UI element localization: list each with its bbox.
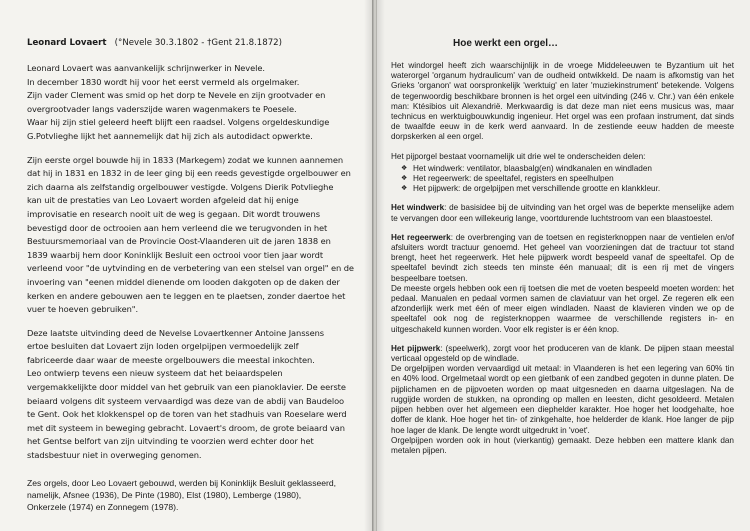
text-line: verleend voor "de uytvinding en de verbetering van een stelsel van orgel" en de	[27, 263, 354, 274]
diamond-bullet-icon: ❖	[401, 164, 408, 172]
paragraph-pijpwerk-3: Orgelpijpen worden ook in hout (vierkantig) gemaakt. Deze hebben een mattere klank dan metalen pijpen.	[391, 435, 734, 455]
text-line: dat hij in 1831 en 1832 in de leer ging bij een reeds gevestigde orgelbouwer en	[27, 168, 351, 179]
paragraph-history: Het windorgel heeft zich waarschijnlijk in de vroege Middeleeuwen te Byzantium uit het waterorgel 'organum hydraulicum' van de oudheid ontwikkeld. De naam is afkomstig van het Grieks 'organon' wat oorspronkelijk 'werktuig' en later 'muziekinstrument' betekende. Volgens de tegenwoordig beschikbare bronnen is het orgel een uitvinding (246 v. Chr.) van één enkele man: Ktésibios uit Alexandrië. Merkwaardig is dat deze man niet eens musicus was, maar technicus en werktuigbouwkundig ingenieur. Het orgel was een profaan instrument, dat sinds de twaalfde eeuw in de kerk werd aanvaard. In de zestiende eeuw hadden de meeste dorpskerken al een orgel.	[391, 61, 734, 142]
left-page-shadow	[364, 0, 372, 531]
text-line: overgrootvader langs vaderszijde waren wagenmakers te Poesele.	[27, 103, 297, 114]
list-item: ❖ Het windwerk: ventilator, blaasbalg(en) windkanalen en windladen	[401, 163, 652, 173]
paragraph-regeerwerk-2: De meeste orgels hebben ook een rij toetsen die met de voeten bespeeld moeten worden: het pedaal. Manualen en pedaal vormen samen de claviatuur van het orgel. Ze regeren elk een afzonderlijk werk met één of meer eigen windladen. Naast de klavieren vinden we op de speeltafel ook nog de registerknoppen waarmee de verschillende registers in- en uitgeschakeld kunnen worden. Voor elk register is er één knop.	[391, 283, 734, 334]
right-page	[377, 0, 750, 531]
diamond-bullet-icon: ❖	[401, 175, 408, 183]
text-line: In december 1830 wordt hij voor het eerst vermeld als orgelmaker.	[27, 76, 300, 87]
title-name: Leonard Lovaert	[27, 38, 107, 48]
windwerk-label: Het windwerk	[391, 203, 445, 213]
text-line: Leo ontwierp tevens een nieuw systeem dat het beiaardspelen	[27, 368, 283, 379]
text-line: kerken en andere gebouwen aen te leggen en te plaetsen, zonder daertoe het	[27, 290, 346, 301]
text-line: te Gent. Ook het klokkenspel op de toren van het stadhuis van Roeselare werd	[27, 409, 347, 420]
text-line: vergemakkelijkte door middel van het gebruik van een pianoklavier. De eerste	[27, 382, 346, 393]
text-line: Zijn vader Clement was smid op het dorp te Nevele en zijn grootvader en	[27, 90, 326, 101]
paragraph-windwerk: Het windwerk: de basisidee bij de uitvinding van het orgel was de beperkte menselijke adem te vervangen door een willekeurig lange, voortdurende luchtstroom van een blaastoestel.	[391, 203, 734, 223]
text-line: improvisatie en research nooit uit de weg is gegaan. Dit wordt trouwens	[27, 208, 320, 219]
right-page-title: Hoe werkt een orgel…	[453, 38, 559, 49]
paragraph-classified-organs	[27, 477, 358, 513]
text-line: kan uit de prestaties van Leo Lovaert worden afgeleid dat hij enige	[27, 195, 299, 206]
text-line: bevestigd door de octrooien aan hem verleend die we terugvonden in het	[27, 222, 328, 233]
paragraph-regeerwerk: Het regeerwerk: de overbrenging van de toetsen en registerknoppen naar de ventielen en/of afsluiters wordt tractuur genoemd. Het geheel van voorzieningen dat de tractuur tot stand brengt, heet het regeerwerk. Het hele pijpwerk wordt bespeeld vanaf de speeltafel. Op de speeltafel bevindt zich steeds ten minste één manuaal; dit is een rij met de vingers bespeelbare toetsen.	[391, 232, 734, 283]
text-line: Waar hij zijn stiel geleerd heeft blijft een raadsel. Volgens orgeldeskundige	[27, 117, 330, 128]
text-line: namelijk, Afsnee (1936), De Pinte (1980), Elst (1980), Lemberge (1980),	[27, 489, 302, 500]
right-page-shadow	[377, 0, 385, 531]
text-line: Zes orgels, door Leo Lovaert gebouwd, werden bij Koninklijk Besluit geklasseerd,	[27, 477, 337, 488]
paragraph-inventions	[27, 327, 358, 463]
text-line: beiaard volgens dit systeem vervaardigd was deze van de abdij van Baudeloo	[27, 395, 345, 406]
text-line: Bestuursmemoriaal van de Provincie Oost-Vlaanderen uit de jaren 1838 en	[27, 236, 331, 247]
pijpwerk-label: Het pijpwerk	[391, 343, 441, 353]
title-dates: (°Nevele 30.3.1802 - †Gent 21.8.1872)	[114, 38, 282, 48]
text-line: fabriceerde daar waar de meeste orgelbouwers die meestal inkochten.	[27, 354, 315, 365]
text-line: Onkerzele (1974) en Zonnegem (1978).	[27, 501, 179, 512]
left-body	[27, 62, 358, 463]
text-line: ertoe besluiten dat Lovaert zijn loden orgelpijpen vermoedelijk zelf	[27, 341, 299, 352]
text-line: stadsbestuur niet in overweging genomen.	[27, 450, 202, 461]
list-item: ❖ Het regeerwerk: de speeltafel, registers en speelhulpen	[401, 174, 614, 184]
left-page	[0, 0, 372, 531]
text-line: Deze laatste uitvinding deed de Nevelse Lovaertkenner Antoine Janssens	[27, 327, 325, 338]
parts-list	[401, 164, 734, 195]
text-line: het Gentse belfort van zijn uitvinding te voorzien werd echter door het	[27, 436, 314, 447]
text-line: met dit systeem in beweging gebracht. Lovaert's droom, de grote beiaard van	[27, 422, 345, 433]
text-line: G.Potvlieghe lijkt het aannemelijk dat hij zich als autodidact opwerkte.	[27, 130, 313, 141]
left-page-title	[27, 38, 358, 48]
right-body	[391, 61, 734, 456]
text-line: invoering van "eenen middel dienende om looden dakgoten op de daken der	[27, 276, 340, 287]
text-line: vuer te hoeven gebruiken".	[27, 304, 139, 315]
text-line: 1839 waarbij hem door Koninklijk Besluit een octrooi voor tien jaar wordt	[27, 249, 324, 260]
diamond-bullet-icon: ❖	[401, 185, 408, 193]
paragraph-pijpwerk: Het pijpwerk: (speelwerk), zorgt voor het produceren van de klank. De pijpen staan meestal verticaal opgesteld op de windlade.	[391, 343, 734, 364]
paragraph-first-organ	[27, 154, 358, 317]
list-item: ❖ Het pijpwerk: de orgelpijpen met verschillende grootte en klankkleur.	[401, 184, 661, 194]
paragraph-intro	[27, 62, 358, 144]
paragraph-pijpwerk-2: De orgelpijpen worden vervaardigd uit metaal: in Vlaanderen is het een legering van 60% tin en 40% lood. Orgelmetaal wordt op een gietbank of een zandbed gegoten in dunne platen. De pijplichamen en de pijpvoeten worden op maat uitgesneden en daarna uitgeslagen. Na de ruggijde worden de stukken, na opronding op mallen en leesten, dicht gesoldeerd. Metalen pijpen hebben over het algemeen een diephelder karakter. Hoe hoger het loodgehalte, hoe doffer de klank. Hoe hoger het tin- of zinkgehalte, hoe helderder de klank. Hoe langer de pijp hoe lager de klank. De lengte wordt uitgedrukt in 'voet'.	[391, 364, 734, 435]
regeerwerk-label: Het regeerwerk	[391, 232, 451, 242]
text-line: Leonard Lovaert was aanvankelijk schrijnwerker in Nevele.	[27, 63, 265, 73]
parts-intro: Het pijporgel bestaat voornamelijk uit drie wel te onderscheiden delen:	[391, 151, 646, 161]
text-line: zich daarna als zelfstandig orgelbouwer vestigde. Volgens Dierik Potvlieghe	[27, 181, 334, 192]
text-line: Zijn eerste orgel bouwde hij in 1833 (Markegem) zodat we kunnen aannemen	[27, 154, 344, 165]
